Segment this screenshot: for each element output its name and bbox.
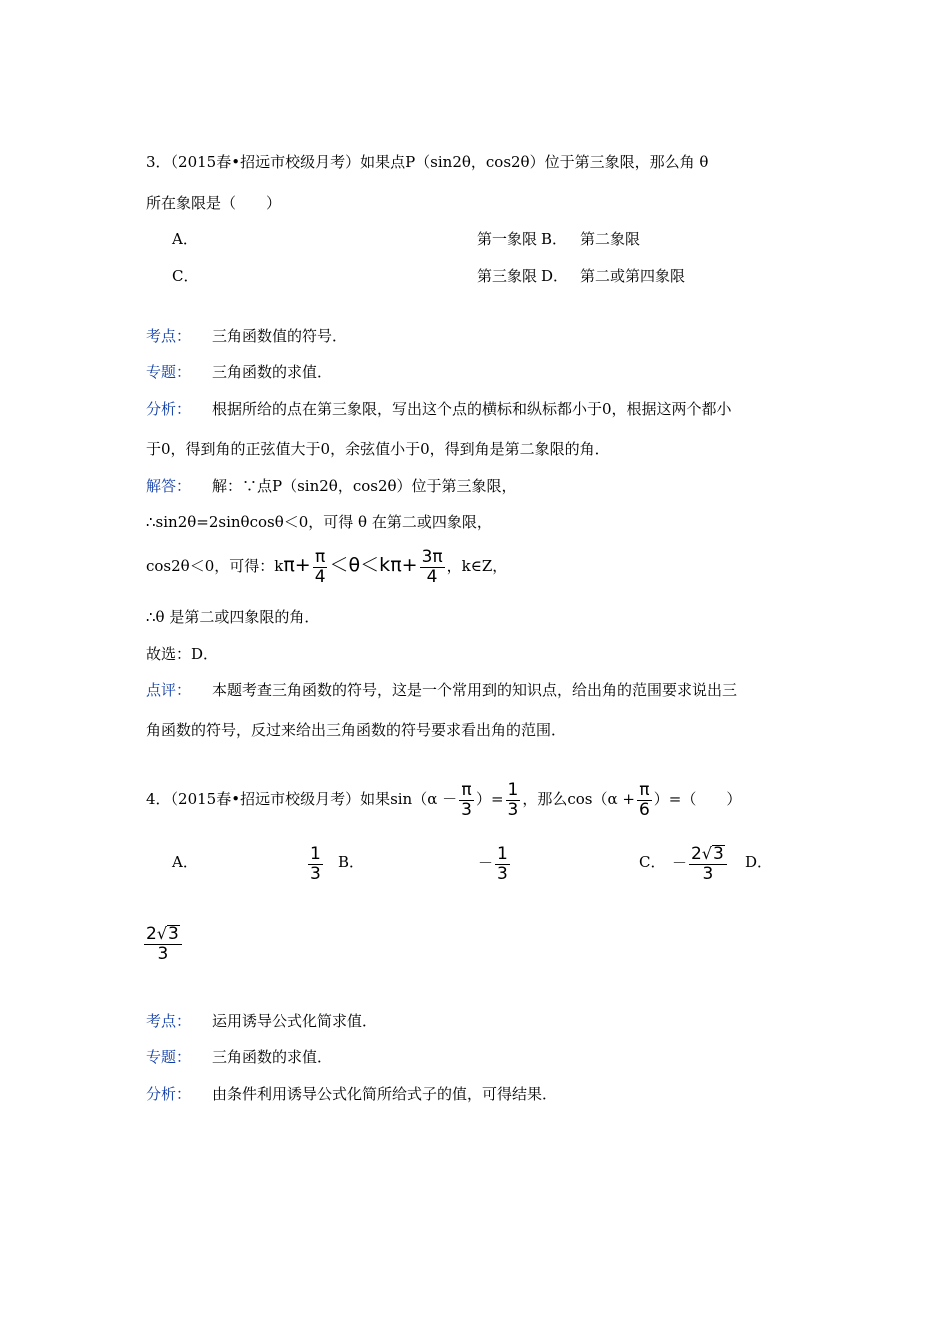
q3-jieda-label: 解答： [146, 477, 192, 495]
q3-zhuanti-text: 三角函数的求值． [212, 363, 333, 381]
q4-option-a-label: A． [172, 853, 198, 871]
q4-option-d-label: D． [745, 853, 773, 871]
fraction-numerator: π [315, 546, 326, 567]
fraction-denominator: 3 [310, 863, 321, 884]
fraction-numerator: 1 [310, 843, 321, 864]
fraction-numerator: 1 [497, 843, 508, 864]
fraction-denominator: 4 [314, 566, 326, 587]
fraction-denominator: 3 [461, 799, 472, 820]
q4-zhuanti-label: 专题： [146, 1048, 192, 1066]
fraction-pi-over-4 [313, 548, 328, 587]
q3-zhuanti-label: 专题： [146, 363, 192, 381]
q3-fenxi-line2: 于0，得到角的正弦值大于0，余弦值小于0，得到角是第二象限的角． [146, 440, 610, 458]
q3-jieda-line3 [146, 545, 507, 587]
q3-option-c-text: 第三象限 [477, 267, 538, 285]
q3-option-d-label: D． [541, 267, 569, 285]
q4-option-b-label: B． [338, 853, 365, 871]
q3-jieda-line1: 解：∵点P（sin2θ，cos2θ）位于第三象限， [212, 477, 517, 495]
fraction-pi-over-6 [637, 781, 652, 820]
q3-kaodian-text: 三角函数值的符号． [212, 327, 348, 345]
q3-stem-line2: 所在象限是（ ） [146, 194, 282, 212]
q4-option-c-label: C． [639, 853, 666, 871]
fraction-numerator [689, 844, 727, 865]
q3-jieda-line5: 故选：D． [146, 645, 219, 663]
fraction-denominator: 3 [157, 944, 169, 964]
radicand: 3 [168, 924, 179, 944]
sqrt-icon: √ 3 [701, 844, 724, 864]
q4-kaodian-label: 考点： [146, 1012, 192, 1030]
fraction-denominator: 6 [638, 799, 650, 820]
stem-suffix: ）=（ ） [653, 790, 742, 808]
fraction-denominator: 4 [426, 566, 438, 587]
q3-dianping-line2: 角函数的符号，反过来给出三角函数的符号要求看出角的范围． [146, 721, 567, 739]
fraction-denominator: 3 [507, 799, 519, 820]
q3-option-a-label: A． [172, 230, 198, 248]
q4-zhuanti-text: 三角函数的求值． [212, 1048, 333, 1066]
q4-fenxi-text: 由条件利用诱导公式化简所给式子的值，可得结果． [212, 1085, 558, 1103]
fraction-2sqrt3-over-3 [689, 844, 727, 884]
q3-option-a-text: 第一象限 [477, 230, 538, 248]
q3-option-b-label: B． [541, 230, 568, 248]
stem-equals: ）= [475, 790, 504, 808]
q3-jieda-line4: ∴θ 是第二或四象限的角． [146, 608, 320, 626]
fraction-numerator [144, 924, 182, 945]
q3-fenxi-line1: 根据所给的点在第三象限，写出这个点的横标和纵标都小于0，根据这两个都小 [212, 400, 732, 418]
line3-suffix: ，k∈Z， [446, 557, 508, 575]
pi-symbol: π [283, 554, 295, 576]
pi-symbol: π [390, 554, 402, 576]
q4-option-a-value [306, 842, 325, 884]
q4-option-b-value [478, 842, 512, 884]
inequality-middle: ＜θ＜ [329, 554, 380, 576]
minus-sign: － [478, 854, 494, 872]
stem-middle: ，那么cos（α + [522, 790, 635, 808]
coefficient: 2 [691, 844, 702, 864]
q3-jieda-line2: ∴sin2θ=2sinθcosθ＜0，可得 θ 在第二或四象限， [146, 513, 492, 531]
fraction-numerator: π [461, 779, 472, 800]
q3-dianping-label: 点评： [146, 681, 192, 699]
plus-symbol: + [294, 554, 311, 576]
q3-dianping-line1: 本题考查三角函数的符号，这是一个常用到的知识点，给出角的范围要求说出三 [212, 681, 738, 699]
q3-kaodian-label: 考点： [146, 327, 192, 345]
q3-fenxi-label: 分析： [146, 400, 192, 418]
fraction-numerator: π [639, 779, 650, 800]
fraction-3pi-over-4 [420, 548, 445, 587]
fraction-pi-over-3 [459, 781, 474, 820]
q3-stem-line1: 3．（2015春•招远市校级月考）如果点P（sin2θ，cos2θ）位于第三象限，那么角 θ [146, 153, 709, 171]
q4-option-d-value [142, 922, 184, 964]
fraction-denominator: 3 [497, 863, 508, 884]
q3-option-c-label: C． [172, 267, 199, 285]
line3-prefix: cos2θ＜0，可得：k [146, 557, 284, 575]
fraction-denominator: 3 [702, 864, 714, 884]
plus-symbol: + [401, 554, 418, 576]
q3-option-b-text: 第二象限 [580, 230, 641, 248]
sqrt-icon: √ 3 [156, 924, 179, 944]
fraction-2sqrt3-over-3 [144, 924, 182, 964]
fraction-numerator: 3π [421, 546, 443, 567]
fraction-one-third [308, 845, 323, 884]
radicand: 3 [713, 844, 724, 864]
q4-kaodian-text: 运用诱导公式化简求值． [212, 1012, 378, 1030]
coefficient: 2 [146, 924, 157, 944]
q4-stem [146, 778, 741, 820]
fraction-one-third [495, 845, 510, 884]
fraction-numerator: 1 [507, 779, 519, 800]
q4-option-c-value [672, 842, 729, 884]
k-symbol: k [379, 554, 391, 576]
q4-fenxi-label: 分析： [146, 1085, 192, 1103]
fraction-one-third [506, 781, 521, 820]
q3-option-d-text: 第二或第四象限 [580, 267, 686, 285]
minus-sign: － [672, 854, 688, 872]
stem-prefix: 4．（2015春•招远市校级月考）如果sin（α － [146, 790, 458, 808]
